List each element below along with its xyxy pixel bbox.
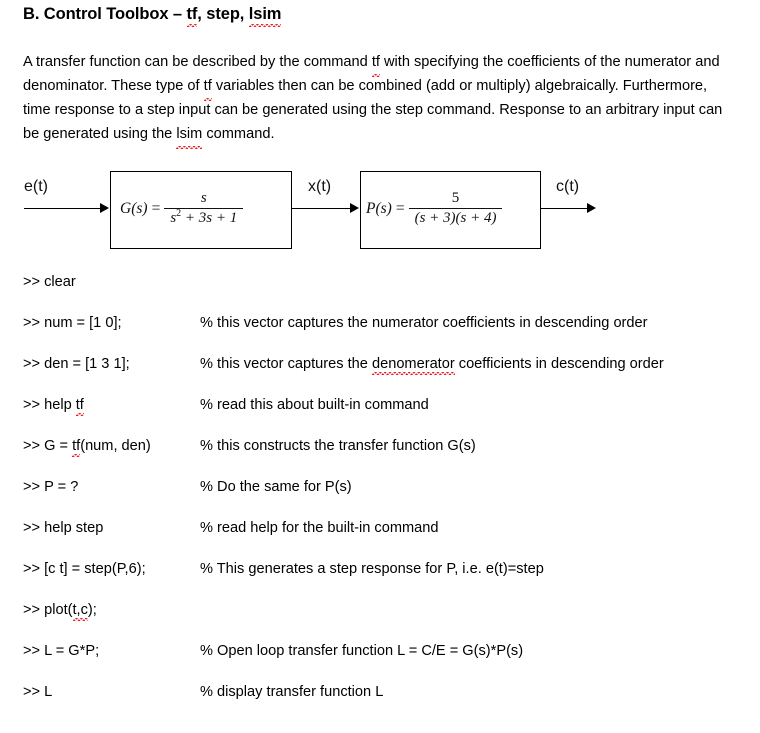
command-comment: % Do the same for P(s) [200, 479, 352, 495]
block-diagram [0, 160, 760, 265]
command-text: >> L [23, 684, 53, 700]
block-p-fraction [409, 190, 503, 227]
command-row [0, 434, 760, 475]
misspelled-word-tf-cmd-2: tf [72, 438, 81, 454]
command-comment: % read help for the built-in command [200, 520, 439, 536]
arrow-head-mid [350, 203, 359, 213]
block-g-denominator-exponent: 2 [176, 208, 182, 219]
block-g-fraction [164, 190, 243, 227]
command-text: >> plot(t,c); [23, 602, 97, 618]
command-text: >> clear [23, 274, 76, 290]
command-comment: % display transfer function L [200, 684, 384, 700]
block-g-numerator: s [200, 190, 207, 206]
command-text: >> P = ? [23, 479, 79, 495]
misspelled-word-tf-1: tf [372, 50, 380, 74]
misspelled-word-tc: t,c [72, 602, 88, 618]
block-g-denominator-base: s [170, 210, 177, 226]
block-g-name: G(s) [120, 200, 148, 218]
block-p-denominator: (s + 3)(s + 4) [414, 210, 497, 226]
block-p-equals: = [395, 200, 405, 218]
signal-label-input: e(t) [24, 178, 48, 195]
block-g-denominator-rest: + 3s + 1 [181, 210, 238, 226]
page-title [23, 5, 281, 24]
command-text: >> num = [1 0]; [23, 315, 122, 331]
command-row [0, 680, 760, 721]
command-text: >> L = G*P; [23, 643, 100, 659]
intro-segment-4: command. [202, 126, 275, 142]
command-row [0, 598, 760, 639]
command-row [0, 475, 760, 516]
block-p-name: P(s) [366, 200, 392, 218]
command-text: >> help step [23, 520, 104, 536]
page-title-middle: , step, [197, 5, 249, 23]
command-comment: % read this about built-in command [200, 397, 429, 413]
intro-segment-1: A transfer function can be described by the command [23, 54, 372, 70]
command-row [0, 352, 760, 393]
misspelled-word-tf: tf [186, 5, 198, 23]
command-comment: % this vector captures the numerator coefficients in descending order [200, 315, 648, 331]
command-comment: % this vector captures the denomerator coefficients in descending order [200, 356, 664, 372]
command-comment: % this constructs the transfer function G(s) [200, 438, 476, 454]
command-text: >> [c t] = step(P,6); [23, 561, 146, 577]
command-row [0, 311, 760, 352]
misspelled-word-denomerator: denomerator [371, 356, 455, 372]
command-text: >> den = [1 3 1]; [23, 356, 130, 372]
intro-paragraph [23, 50, 737, 146]
misspelled-word-lsim: lsim [248, 5, 282, 23]
command-row [0, 516, 760, 557]
transfer-function-formula-p [366, 191, 502, 228]
page-title-prefix: B. Control Toolbox – [23, 5, 187, 23]
intro-segment-3: variables then can be combined (add or multiply) algebraically. Furthermore, time response to a step input can be generated using the step command. Response to an arbitrary input can be generated using the [23, 78, 723, 142]
signal-label-output: c(t) [556, 178, 580, 195]
command-text: >> G = tf(num, den) [23, 438, 151, 454]
command-row [0, 639, 760, 680]
block-g-equals: = [151, 200, 161, 218]
arrow-line-output [541, 208, 589, 209]
arrow-head-output [587, 203, 596, 213]
misspelled-word-tf-cmd-1: tf [75, 397, 84, 413]
command-text: >> help tf [23, 397, 84, 413]
signal-label-mid: x(t) [308, 178, 332, 195]
command-list [0, 270, 760, 721]
misspelled-word-tf-2: tf [204, 74, 212, 98]
command-row [0, 557, 760, 598]
misspelled-word-lsim-1: lsim [176, 122, 202, 146]
arrow-line-input [24, 208, 102, 209]
arrow-head-input [100, 203, 109, 213]
arrow-line-mid [292, 208, 352, 209]
block-p-numerator: 5 [451, 190, 460, 206]
command-row [0, 393, 760, 434]
command-row [0, 270, 760, 311]
command-comment: % Open loop transfer function L = C/E = G(s)*P(s) [200, 643, 524, 659]
command-comment: % This generates a step response for P, i.e. e(t)=step [200, 561, 544, 577]
transfer-function-formula-g [120, 191, 243, 228]
intro-segment-2: with specifying the coefficients of the numerator and denominator. These type of [23, 54, 720, 94]
